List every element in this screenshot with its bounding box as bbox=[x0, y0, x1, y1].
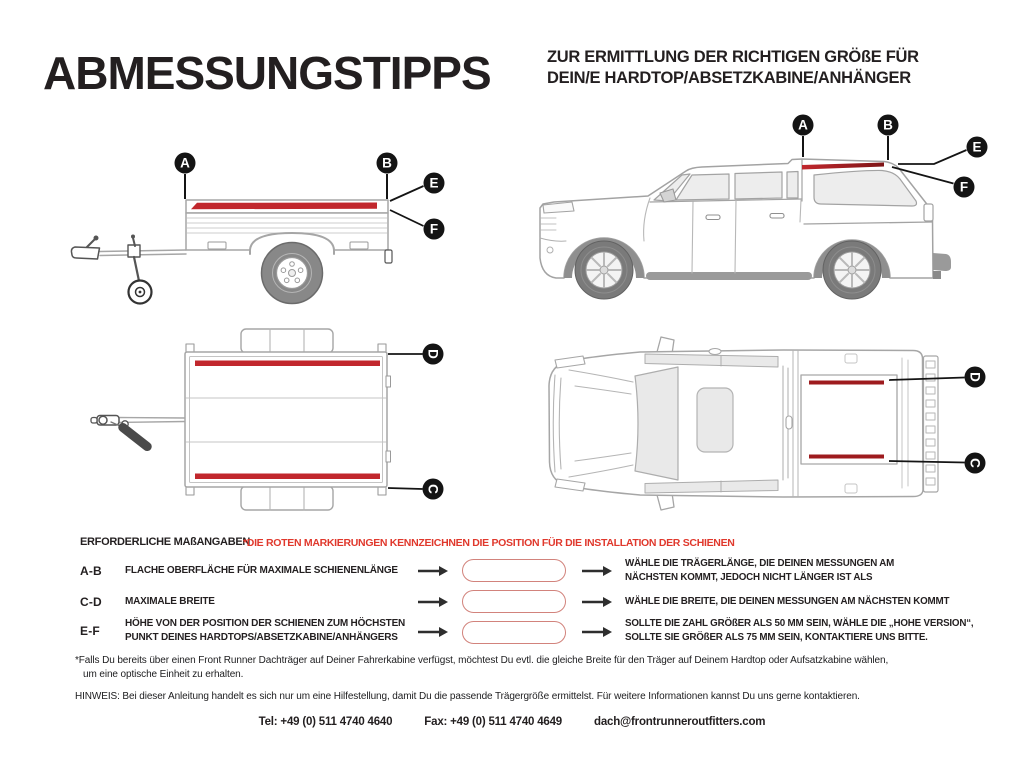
trailer-side-view-diagram bbox=[45, 140, 465, 320]
row-label-c-d: MAXIMALE BREITE bbox=[125, 596, 215, 607]
row-label-a-b: FLACHE OBERFLÄCHE FÜR MAXIMALE SCHIENENLÄNGE bbox=[125, 565, 398, 576]
row-hint-c-d: WÄHLE DIE BREITE, DIE DEINEN MESSUNGEN AM NÄCHSTEN KOMMT bbox=[625, 596, 950, 607]
page-subtitle bbox=[547, 47, 919, 89]
svg-text:A: A bbox=[180, 155, 190, 171]
marker-a-truck bbox=[793, 115, 814, 158]
row-hint-a-b: WÄHLE DIE TRÄGERLÄNGE, DIE DEINEN MESSUNGEN AM NÄCHSTEN KOMMT, JEDOCH NICHT LÄNGER IST ALS bbox=[625, 558, 895, 583]
arrow-right-icon bbox=[581, 565, 613, 577]
quarter-window bbox=[787, 172, 798, 199]
rear-bumper bbox=[933, 253, 951, 271]
contact-fax: Fax: +49 (0) 511 4740 4649 bbox=[424, 716, 562, 728]
svg-text:B: B bbox=[883, 117, 893, 133]
measurement-blank-a-b bbox=[462, 559, 566, 582]
row-id-e-f: E-F bbox=[80, 624, 100, 638]
trailer-top-view-diagram bbox=[45, 325, 465, 530]
svg-text:C: C bbox=[425, 484, 441, 494]
arrow-right-icon bbox=[417, 565, 449, 577]
contact-tel: Tel: +49 (0) 511 4740 4640 bbox=[258, 716, 393, 728]
jockey-wheel-post bbox=[134, 257, 139, 281]
svg-text:F: F bbox=[959, 179, 969, 195]
rail-position-red-stripe bbox=[809, 381, 884, 385]
marker-f-trailer bbox=[390, 210, 445, 240]
svg-text:A: A bbox=[798, 117, 808, 133]
marker-d-trailer bbox=[388, 344, 444, 365]
trailer-wheel bbox=[262, 243, 323, 304]
svg-text:E: E bbox=[972, 139, 982, 155]
row-id-c-d: C-D bbox=[80, 595, 102, 609]
hinweis-note: HINWEIS: Bei dieser Anleitung handelt es sich nur um eine Hilfestellung, damit Du die passende Trägergröße ermittelst. Für weitere Informationen kannst Du uns gerne kontaktieren. bbox=[75, 691, 860, 702]
measurement-blank-c-d bbox=[462, 590, 566, 613]
truck-side-view-diagram bbox=[530, 110, 1000, 315]
subtitle-line2: DEIN/E HARDTOP/ABSETZKABINE/ANHÄNGER bbox=[547, 69, 911, 87]
truck-top-drawing bbox=[549, 337, 938, 510]
windshield bbox=[635, 367, 678, 480]
svg-text:F: F bbox=[429, 221, 439, 237]
antenna bbox=[709, 349, 721, 355]
truck-bed bbox=[801, 375, 897, 464]
asterisk-footnote: *Falls Du bereits über einen Front Runner Dachträger auf Deiner Fahrerkabine verfügst, möchtest Du evtl. die gleiche Breite für den Träger auf Deinem Hardtop oder Aufsatzkabine wählen, um eine optische Einheit zu erhalten. bbox=[75, 655, 889, 680]
front-wheel bbox=[575, 241, 633, 299]
page-title: ABMESSUNGSTIPPS bbox=[43, 47, 491, 99]
trailer-fender-left bbox=[241, 329, 333, 353]
door-handle bbox=[770, 214, 784, 219]
marker-e-trailer bbox=[390, 173, 445, 202]
arrow-right-icon bbox=[581, 626, 613, 638]
measurement-blank-e-f bbox=[462, 621, 566, 644]
trailer-side-drawing bbox=[71, 200, 392, 304]
row-label-e-f: HÖHE VON DER POSITION DER SCHIENEN ZUM HÖCHSTEN PUNKT DEINES HARDTOPS/ABSETZKABINE/ANHÄNGERS bbox=[125, 618, 406, 643]
running-board bbox=[646, 272, 812, 280]
tow-hitch bbox=[933, 271, 941, 279]
truck-top-view-diagram bbox=[545, 330, 1005, 530]
svg-text:B: B bbox=[382, 155, 392, 171]
tail-light bbox=[924, 204, 933, 221]
rear-door-window bbox=[735, 172, 782, 199]
svg-text:D: D bbox=[967, 372, 983, 382]
svg-text:D: D bbox=[425, 349, 441, 359]
arrow-right-icon bbox=[581, 596, 613, 608]
row-hint-e-f: SOLLTE DIE ZAHL GRÖßER ALS 50 MM SEIN, WÄHLE DIE „HOHE VERSION“, SOLLTE SIE GRÖßER ALS 75 MM SEIN, KONTAKTIERE UNS BITTE. bbox=[625, 618, 974, 643]
marker-c-trailer bbox=[388, 479, 444, 500]
measurements-heading: ERFORDERLICHE MAßANGABEN bbox=[80, 536, 251, 548]
handbrake-lever bbox=[116, 421, 153, 453]
subtitle-line1: ZUR ERMITTLUNG DER RICHTIGEN GRÖßE FÜR bbox=[547, 48, 919, 66]
contact-line bbox=[0, 716, 1024, 728]
rail-position-red-stripe bbox=[191, 203, 377, 210]
red-markings-note: *DIE ROTEN MARKIERUNGEN KENNZEICHNEN DIE POSITION FÜR DIE INSTALLATION DER SCHIENEN bbox=[243, 536, 735, 549]
rail-position-red-stripe bbox=[195, 361, 380, 367]
rail-position-red-stripe bbox=[195, 474, 380, 480]
marker-a-trailer bbox=[175, 153, 196, 200]
truck-side-drawing bbox=[540, 159, 951, 299]
trailer-bed-top bbox=[185, 352, 387, 487]
marker-b-truck bbox=[878, 115, 899, 161]
svg-text:C: C bbox=[967, 458, 983, 468]
svg-text:E: E bbox=[429, 175, 439, 191]
marker-b-trailer bbox=[377, 153, 398, 200]
arrow-right-icon bbox=[417, 626, 449, 638]
row-id-a-b: A-B bbox=[80, 564, 102, 578]
arrow-right-icon bbox=[417, 596, 449, 608]
door-handle bbox=[706, 215, 720, 220]
sunroof bbox=[697, 388, 733, 452]
trailer-hitch-coupler bbox=[71, 247, 99, 259]
rail-position-red-stripe bbox=[809, 455, 884, 459]
tailgate bbox=[924, 356, 939, 492]
trailer-fender-right bbox=[241, 486, 333, 510]
trailer-top-drawing bbox=[91, 329, 391, 510]
contact-email: dach@frontrunneroutfitters.com bbox=[594, 716, 766, 728]
rear-wheel bbox=[823, 241, 881, 299]
marker-e-truck bbox=[898, 137, 988, 165]
